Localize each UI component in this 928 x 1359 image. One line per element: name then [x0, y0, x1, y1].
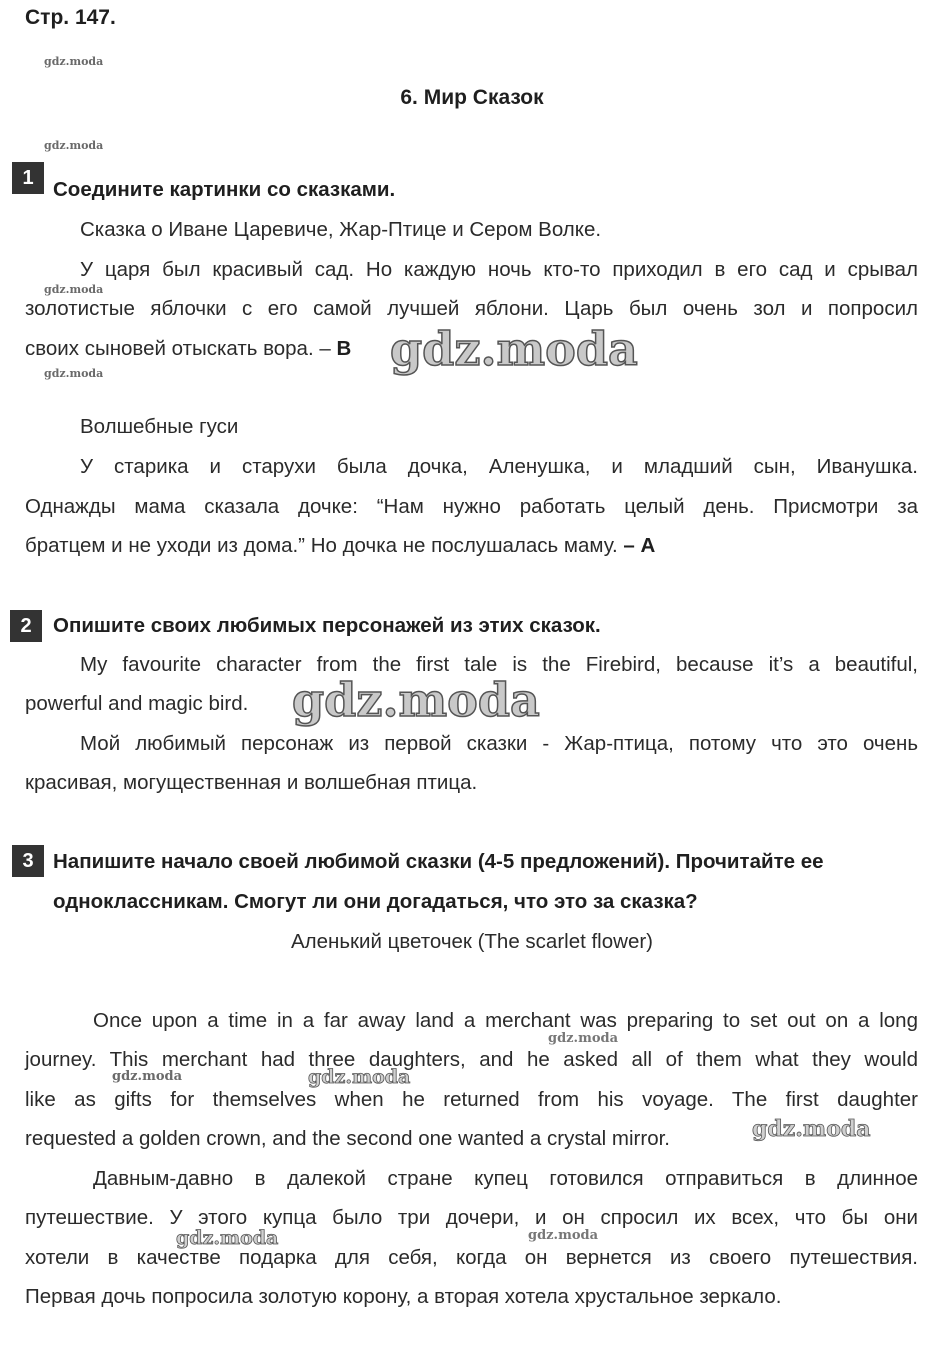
tale-1-line-1: У царя был красивый сад. Но каждую ночь кто-то приходил в его сад и срывал	[80, 258, 918, 281]
task-3-russian-line-3: хотели в качестве подарка для себя, когда он вернется из своего путешествия.	[25, 1246, 918, 1269]
tale-2-line-1: У старика и старухи была дочка, Аленушка, и младший сын, Иванушка.	[80, 455, 918, 478]
watermark-medium: gdz.moda	[176, 1227, 279, 1249]
page-number: Стр. 147.	[25, 6, 116, 29]
tale-2-line-3	[25, 531, 655, 561]
tale-1-line-3	[25, 334, 351, 364]
task-2-number-badge: 2	[10, 610, 42, 642]
tale-2-line-3-text: братцем и не уходи из дома.” Но дочка не послушалась маму.	[25, 534, 618, 557]
watermark-small: gdz.moda	[44, 55, 104, 68]
watermark-large: gdz.moda	[292, 673, 540, 727]
task-3-tale-title: Аленький цветочек (The scarlet flower)	[290, 930, 653, 953]
task-1-number-badge: 1	[12, 162, 44, 194]
tale-2-answer: – A	[623, 534, 656, 557]
watermark-small: gdz.moda	[44, 139, 104, 152]
task-3-russian-line-1: Давным-давно в далекой стране купец готовился отправиться в длинное	[93, 1167, 918, 1190]
task-3-english-line-3: like as gifts for themselves when he returned from his voyage. The first daughter	[25, 1088, 918, 1111]
watermark-tiny: gdz.moda	[528, 1228, 599, 1243]
task-3-heading-line-1: Напишите начало своей любимой сказки (4-5 предложений). Прочитайте ее	[53, 850, 824, 873]
watermark-large: gdz.moda	[390, 322, 638, 376]
watermark-small: gdz.moda	[112, 1069, 183, 1084]
task-2-heading: Опишите своих любимых персонажей из этих сказок.	[53, 614, 601, 637]
watermark-small: gdz.moda	[44, 283, 104, 296]
task-2-russian-line-2: красивая, могущественная и волшебная птица.	[25, 771, 478, 794]
task-3-english-line-2: journey. This merchant had three daughters, and he asked all of them what they would	[25, 1048, 918, 1071]
task-1-heading: Соедините картинки со сказками.	[53, 178, 396, 201]
task-3-russian-line-2: путешествие. У этого купца было три дочери, и он спросил их всех, что бы они	[25, 1206, 918, 1229]
section-title: 6. Мир Сказок	[400, 86, 544, 109]
tale-2-line-2: Однажды мама сказала дочке: “Нам нужно работать целый день. Присмотри за	[25, 495, 918, 518]
task-2-english-line-1: My favourite character from the first tale is the Firebird, because it’s a beautiful,	[80, 653, 918, 676]
tale-1-title: Сказка о Иване Царевиче, Жар-Птице и Сером Волке.	[80, 218, 602, 241]
tale-1-line-3-text: своих сыновей отыскать вора. –	[25, 337, 331, 360]
task-3-english-line-4: requested a golden crown, and the second one wanted a crystal mirror.	[25, 1127, 670, 1150]
watermark-medium: gdz.moda	[752, 1116, 871, 1142]
watermark-medium: gdz.moda	[308, 1066, 411, 1088]
watermark-small: gdz.moda	[44, 367, 104, 380]
task-3-number-badge: 3	[12, 845, 44, 877]
task-3-heading-line-2: одноклассникам. Смогут ли они догадаться, что это за сказка?	[53, 890, 698, 913]
task-3-russian-line-4: Первая дочь попросила золотую корону, а вторая хотела хрустальное зеркало.	[25, 1285, 782, 1308]
task-2-english-line-2: powerful and magic bird.	[25, 692, 249, 715]
task-2-russian-line-1: Мой любимый персонаж из первой сказки - Жар-птица, потому что это очень	[80, 732, 918, 755]
tale-2-title: Волшебные гуси	[80, 415, 239, 438]
tale-1-answer: B	[336, 337, 352, 360]
task-3-english-line-1: Once upon a time in a far away land a merchant was preparing to set out on a long	[93, 1009, 918, 1032]
watermark-tiny: gdz.moda	[548, 1031, 619, 1046]
tale-1-line-2: золотистые яблочки с его самой лучшей яблони. Царь был очень зол и попросил	[25, 297, 918, 320]
